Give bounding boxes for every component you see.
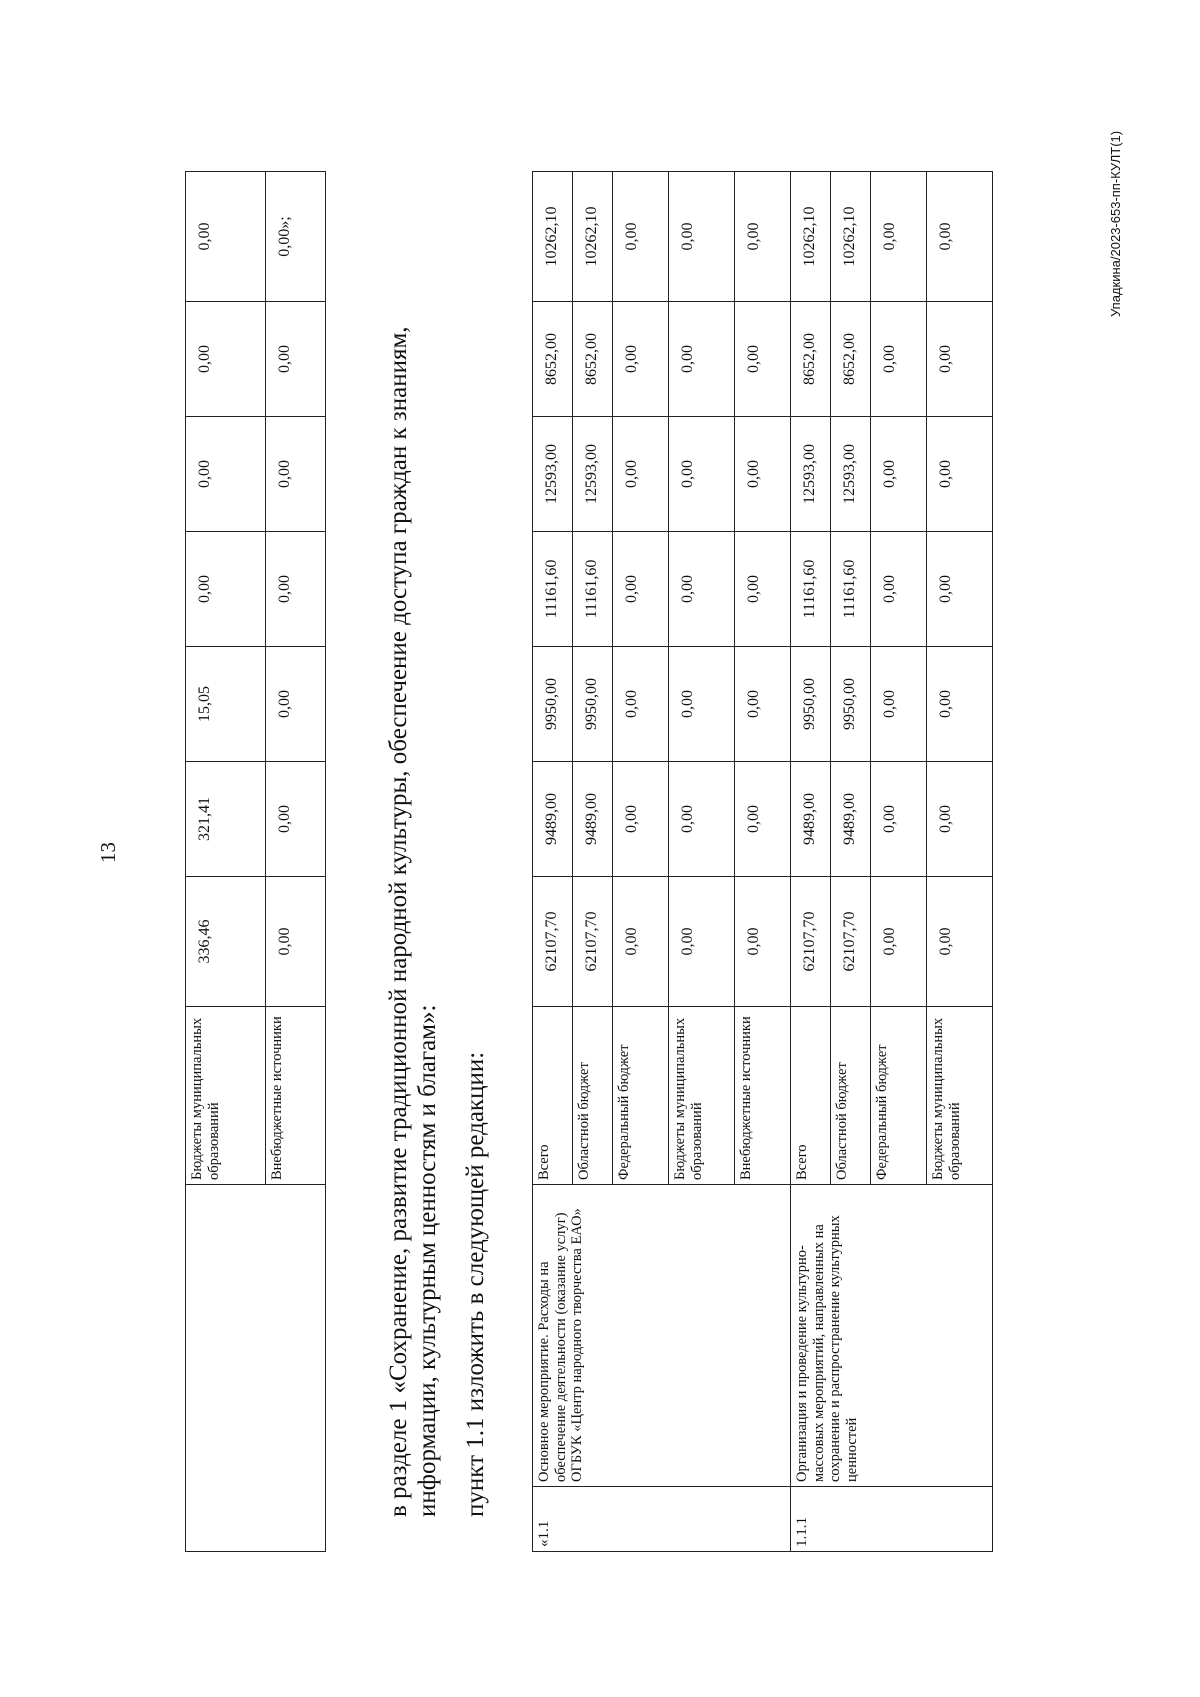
value-cell: 0,00 (613, 302, 669, 417)
value-cell: 0,00 (186, 417, 266, 532)
value-cell: 0,00 (669, 877, 735, 1007)
value-cell: 0,00 (669, 532, 735, 647)
value-cell: 336,46 (186, 877, 266, 1007)
value-cell: 0,00 (871, 762, 927, 877)
source-cell: Областной бюджет (831, 1007, 871, 1185)
source-cell: Всего (533, 1007, 573, 1185)
value-cell: 9950,00 (791, 647, 831, 762)
value-cell: 0,00 (266, 302, 326, 417)
value-cell: 11161,60 (791, 532, 831, 647)
value-cell: 321,41 (186, 762, 266, 877)
source-cell: Внебюджетные источники (266, 1007, 326, 1185)
table-row (533, 172, 573, 1552)
value-cell: 0,00 (735, 417, 791, 532)
value-cell: 0,00 (186, 302, 266, 417)
value-cell: 10262,10 (573, 172, 613, 302)
value-cell: 0,00 (613, 647, 669, 762)
value-cell: 15,05 (186, 647, 266, 762)
value-cell: 0,00 (186, 532, 266, 647)
value-cell: 0,00 (871, 417, 927, 532)
value-cell: 9489,00 (831, 762, 871, 877)
value-cell: 12593,00 (791, 417, 831, 532)
table-row (791, 172, 831, 1552)
value-cell: 0,00 (927, 762, 993, 877)
value-cell: 11161,60 (573, 532, 613, 647)
value-cell: 0,00 (871, 877, 927, 1007)
value-cell: 0,00 (927, 877, 993, 1007)
value-cell: 62107,70 (573, 877, 613, 1007)
item-name: Организация и проведение культурно-массовых мероприятий, направленных на сохранение и распространение культурных ценностей (791, 1185, 993, 1487)
value-cell: 11161,60 (533, 532, 573, 647)
value-cell: 9950,00 (831, 647, 871, 762)
value-cell: 9950,00 (533, 647, 573, 762)
value-cell: 0,00 (927, 302, 993, 417)
source-cell: Бюджеты муниципальных образований (927, 1007, 993, 1185)
value-cell: 8652,00 (831, 302, 871, 417)
value-cell: 0,00 (871, 647, 927, 762)
value-cell: 0,00 (266, 532, 326, 647)
item-name: Основное мероприятие. Расходы на обеспечение деятельности (оказание услуг) ОГБУК «Центр народного творчества ЕАО» (533, 1185, 791, 1487)
value-cell: 0,00 (669, 302, 735, 417)
value-cell: 9489,00 (533, 762, 573, 877)
item-number: «1.1 (533, 1487, 791, 1552)
value-cell: 0,00 (266, 762, 326, 877)
value-cell: 8652,00 (791, 302, 831, 417)
value-cell: 0,00 (669, 647, 735, 762)
source-cell: Бюджеты муниципальных образований (186, 1007, 266, 1185)
budget-table-main (532, 171, 993, 1552)
value-cell: 0,00»; (266, 172, 326, 302)
value-cell: 9950,00 (573, 647, 613, 762)
value-cell: 0,00 (266, 877, 326, 1007)
value-cell: 62107,70 (831, 877, 871, 1007)
value-cell: 0,00 (613, 762, 669, 877)
section-paragraph: в разделе 1 «Сохранение, развитие традиционной народной культуры, обеспечение доступа граждан к знаниям, информации, культурным ценностям и благам»: (385, 326, 441, 1517)
value-cell: 12593,00 (533, 417, 573, 532)
value-cell: 0,00 (735, 172, 791, 302)
value-cell: 0,00 (613, 877, 669, 1007)
value-cell: 0,00 (669, 417, 735, 532)
value-cell: 8652,00 (533, 302, 573, 417)
value-cell: 0,00 (266, 647, 326, 762)
value-cell: 0,00 (871, 302, 927, 417)
value-cell: 0,00 (613, 532, 669, 647)
value-cell: 0,00 (871, 532, 927, 647)
blank-cell (186, 1185, 326, 1552)
value-cell: 0,00 (735, 302, 791, 417)
item-number: 1.1.1 (791, 1487, 993, 1552)
value-cell: 0,00 (927, 172, 993, 302)
budget-table-continuation (185, 171, 326, 1552)
document-footer: Упадкина/2023-653-пп-КУЛТ(1) (1108, 130, 1123, 317)
value-cell: 62107,70 (791, 877, 831, 1007)
value-cell: 0,00 (186, 172, 266, 302)
value-cell: 0,00 (871, 172, 927, 302)
value-cell: 0,00 (669, 762, 735, 877)
value-cell: 0,00 (266, 417, 326, 532)
page-number: 13 (96, 842, 120, 863)
value-cell: 0,00 (927, 532, 993, 647)
value-cell: 0,00 (735, 762, 791, 877)
source-cell: Всего (791, 1007, 831, 1185)
value-cell: 0,00 (735, 532, 791, 647)
value-cell: 0,00 (927, 417, 993, 532)
source-cell: Бюджеты муниципальных образований (669, 1007, 735, 1185)
source-cell: Областной бюджет (573, 1007, 613, 1185)
value-cell: 0,00 (613, 417, 669, 532)
source-cell: Внебюджетные источники (735, 1007, 791, 1185)
value-cell: 62107,70 (533, 877, 573, 1007)
table-row (186, 172, 266, 1552)
value-cell: 12593,00 (573, 417, 613, 532)
source-cell: Федеральный бюджет (871, 1007, 927, 1185)
value-cell: 9489,00 (791, 762, 831, 877)
value-cell: 0,00 (735, 647, 791, 762)
value-cell: 10262,10 (791, 172, 831, 302)
value-cell: 9489,00 (573, 762, 613, 877)
value-cell: 11161,60 (831, 532, 871, 647)
instruction-paragraph: пункт 1.1 изложить в следующей редакции: (462, 1051, 489, 1517)
source-cell: Федеральный бюджет (613, 1007, 669, 1185)
value-cell: 8652,00 (573, 302, 613, 417)
value-cell: 12593,00 (831, 417, 871, 532)
value-cell: 10262,10 (831, 172, 871, 302)
value-cell: 0,00 (669, 172, 735, 302)
value-cell: 0,00 (927, 647, 993, 762)
value-cell: 0,00 (735, 877, 791, 1007)
value-cell: 10262,10 (533, 172, 573, 302)
value-cell: 0,00 (613, 172, 669, 302)
